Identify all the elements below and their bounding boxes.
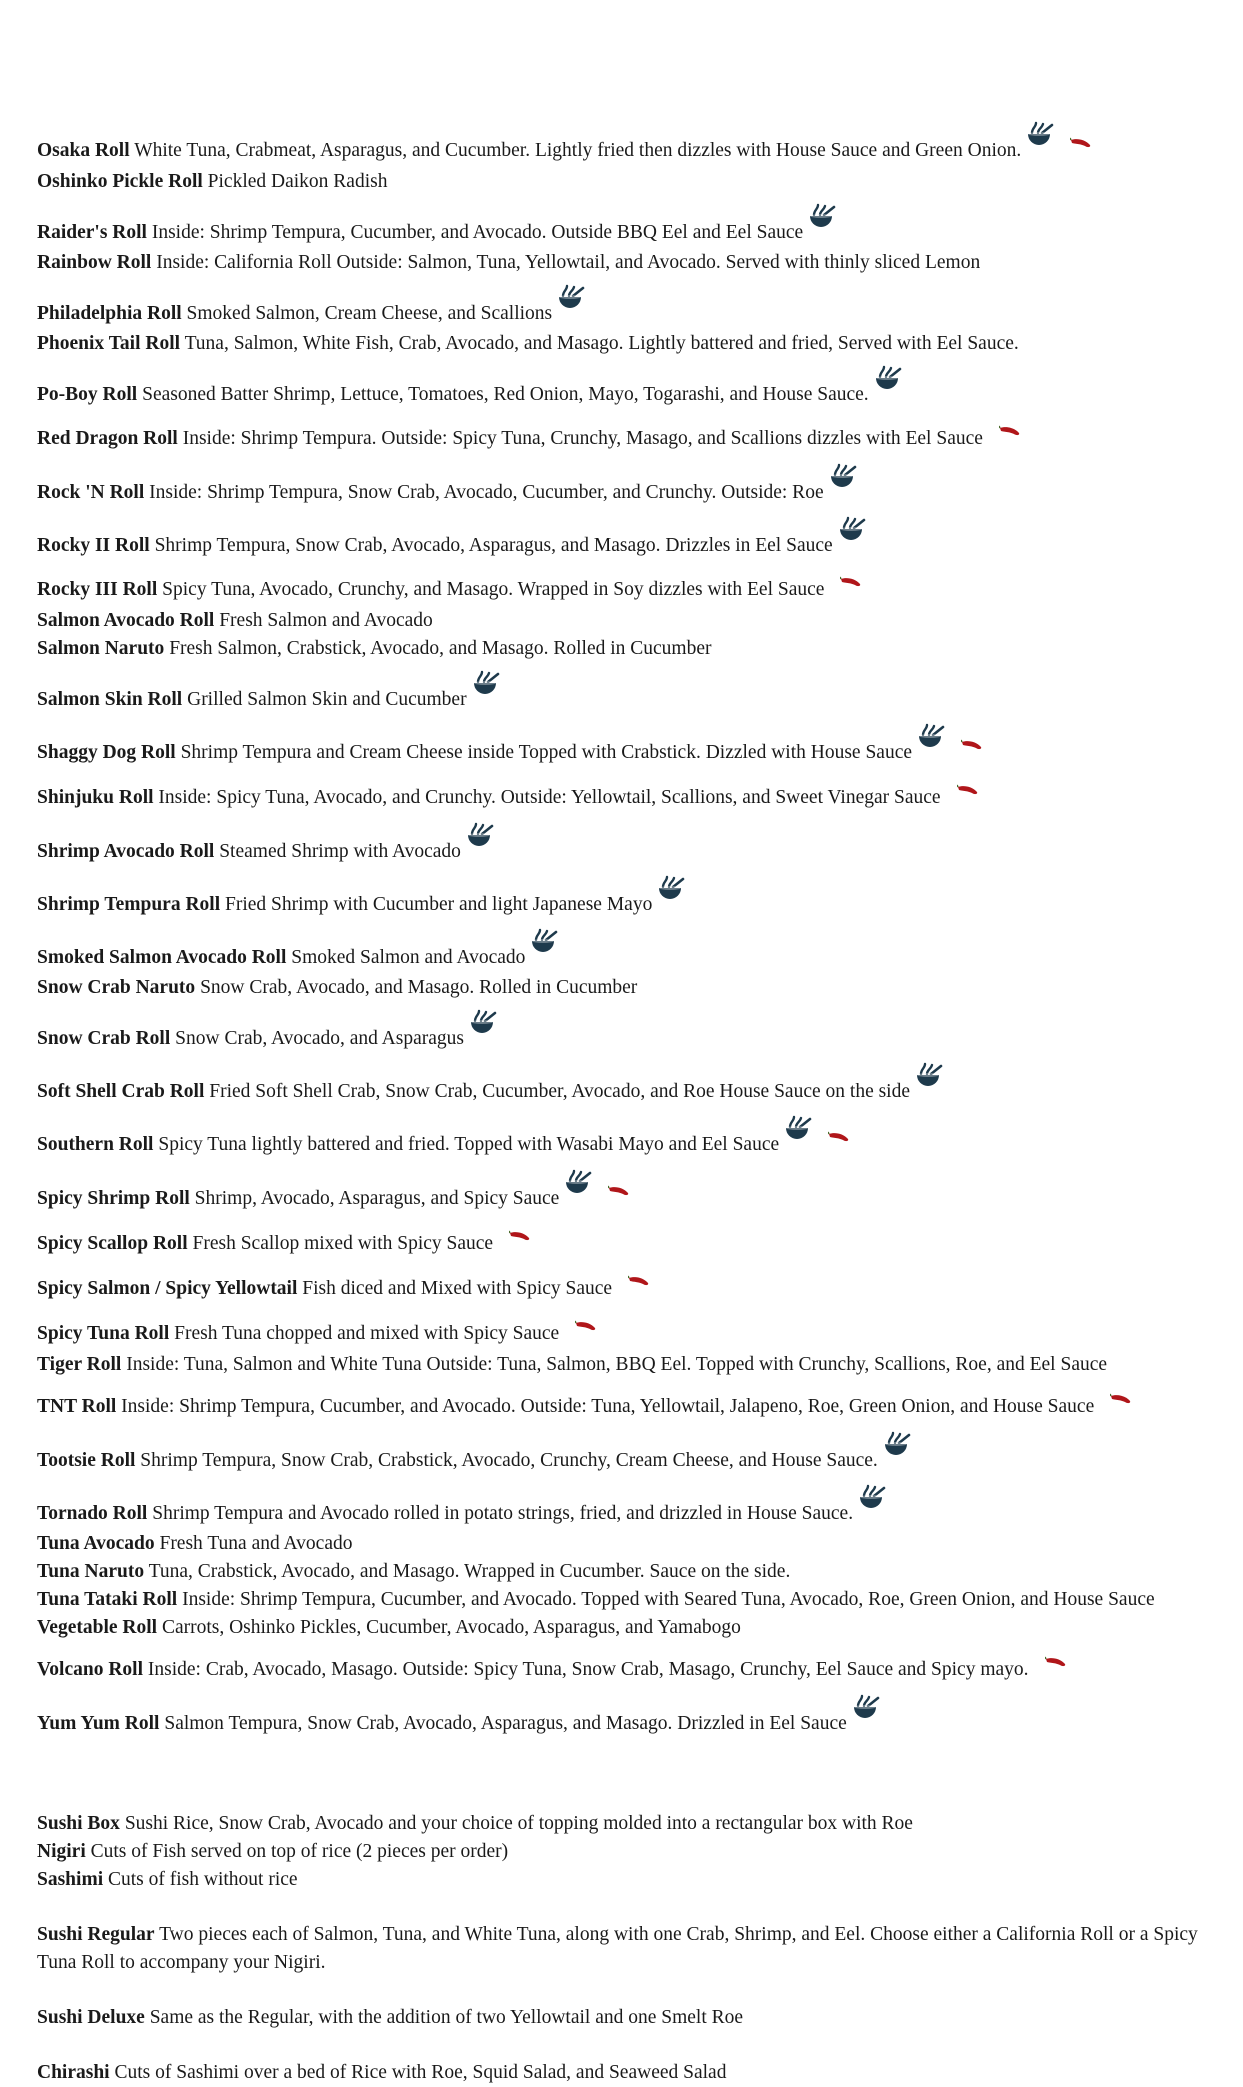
chili-pepper-icon xyxy=(1045,1649,1067,1677)
menu-item xyxy=(37,1656,1205,1687)
item-name: Osaka Roll xyxy=(37,140,130,161)
item-description: Shrimp, Avocado, Asparagus, and Spicy Sauce xyxy=(194,1188,560,1209)
item-description: Pickled Daikon Radish xyxy=(207,171,388,192)
item-name: Rock 'N Roll xyxy=(37,482,145,503)
item-description: Cuts of Fish served on top of rice (2 pieces per order) xyxy=(90,1841,509,1862)
menu-item xyxy=(37,576,1205,607)
item-description: Inside: Shrimp Tempura, Cucumber, and Avocado. Outside: Tuna, Yellowtail, Jalapeno, Roe, Green Onion, and House Sauce xyxy=(121,1396,1095,1417)
menu-item xyxy=(37,677,1205,716)
item-name: Snow Crab Roll xyxy=(37,1028,171,1049)
menu-item xyxy=(37,1016,1205,1055)
item-name: Shinjuku Roll xyxy=(37,787,154,808)
item-description: Spicy Tuna lightly battered and fried. Topped with Wasabi Mayo and Eel Sauce xyxy=(158,1134,780,1155)
menu-item xyxy=(37,635,1205,663)
item-name: Sashimi xyxy=(37,1869,104,1890)
chili-pepper-icon xyxy=(1070,130,1092,158)
cooked-steam-bowl-icon xyxy=(827,462,857,501)
menu-item xyxy=(37,1230,1205,1261)
chili-pepper-icon xyxy=(961,732,983,760)
item-description: Seasoned Batter Shrimp, Lettuce, Tomatoes, Red Onion, Mayo, Togarashi, and House Sauce. xyxy=(142,384,869,405)
item-name: Sushi Deluxe xyxy=(37,2007,145,2028)
item-name: Spicy Tuna Roll xyxy=(37,1323,170,1344)
item-name: Phoenix Tail Roll xyxy=(37,333,181,354)
item-name: Tuna Naruto xyxy=(37,1561,145,1582)
menu-item xyxy=(37,1069,1205,1108)
item-description: Fresh Salmon and Avocado xyxy=(219,610,433,631)
item-description: Inside: Shrimp Tempura, Cucumber, and Avocado. Outside BBQ Eel and Eel Sauce xyxy=(151,222,804,243)
item-name: Sushi Regular xyxy=(37,1924,155,1945)
item-description: Smoked Salmon and Avocado xyxy=(291,947,526,968)
menu-item xyxy=(37,1614,1205,1642)
item-description: Fresh Salmon, Crabstick, Avocado, and Masago. Rolled in Cucumber xyxy=(169,638,712,659)
item-description: Cuts of Sashimi over a bed of Rice with Roe, Squid Salad, and Seaweed Salad xyxy=(114,2062,727,2083)
menu-item xyxy=(37,1275,1205,1306)
menu-item xyxy=(37,974,1205,1002)
item-name: Tuna Tataki Roll xyxy=(37,1589,178,1610)
item-description: White Tuna, Crabmeat, Asparagus, and Cucumber. Lightly fried then dizzles with House Sauce and Green Onion. xyxy=(134,140,1022,161)
item-name: Chirashi xyxy=(37,2062,110,2083)
item-description: Inside: Shrimp Tempura, Snow Crab, Avocado, Cucumber, and Crunchy. Outside: Roe xyxy=(149,482,824,503)
item-name: Shaggy Dog Roll xyxy=(37,742,176,763)
item-name: Shrimp Tempura Roll xyxy=(37,894,221,915)
cooked-steam-bowl-icon xyxy=(850,1693,880,1732)
menu-item xyxy=(37,1921,1205,1977)
menu-item xyxy=(37,1810,1205,1838)
item-description: Inside: Crab, Avocado, Masago. Outside: Spicy Tuna, Snow Crab, Masago, Crunchy, Eel Sauce and Spicy mayo. xyxy=(147,1659,1029,1680)
item-description: Fresh Tuna and Avocado xyxy=(159,1533,353,1554)
item-description: Two pieces each of Salmon, Tuna, and White Tuna, along with one Crab, Shrimp, and Eel. Choose either a California Roll or a Spicy Tuna Roll to accompany your Nigiri. xyxy=(37,1924,1198,1973)
item-name: Yum Yum Roll xyxy=(37,1713,160,1734)
item-name: Tootsie Roll xyxy=(37,1450,136,1471)
menu-item xyxy=(37,1176,1205,1216)
item-name: Spicy Salmon / Spicy Yellowtail xyxy=(37,1278,298,1299)
item-description: Same as the Regular, with the addition of two Yellowtail and one Smelt Roe xyxy=(149,2007,744,2028)
chili-pepper-icon xyxy=(828,1124,850,1152)
item-description: Fresh Tuna chopped and mixed with Spicy Sauce xyxy=(174,1323,560,1344)
menu-item xyxy=(37,1701,1205,1740)
item-name: Rocky II Roll xyxy=(37,535,150,556)
chili-pepper-icon xyxy=(1110,1386,1132,1414)
item-description: Tuna, Salmon, White Fish, Crab, Avocado, and Masago. Lightly battered and fried, Served with Eel Sauce. xyxy=(184,333,1019,354)
cooked-steam-bowl-icon xyxy=(555,283,585,322)
cooked-steam-bowl-icon xyxy=(470,669,500,708)
item-description: Salmon Tempura, Snow Crab, Avocado, Asparagus, and Masago. Drizzled in Eel Sauce xyxy=(164,1713,847,1734)
item-name: Smoked Salmon Avocado Roll xyxy=(37,947,287,968)
menu-item xyxy=(37,523,1205,562)
cooked-steam-bowl-icon xyxy=(467,1008,497,1047)
item-description: Spicy Tuna, Avocado, Crunchy, and Masago. Wrapped in Soy dizzles with Eel Sauce xyxy=(162,579,825,600)
item-description: Tuna, Crabstick, Avocado, and Masago. Wrapped in Cucumber. Sauce on the side. xyxy=(148,1561,791,1582)
menu-item xyxy=(37,1558,1205,1586)
item-description: Inside: Shrimp Tempura, Cucumber, and Avocado. Topped with Seared Tuna, Avocado, Roe, Green Onion, and House Sauce xyxy=(182,1589,1155,1610)
item-description: Cuts of fish without rice xyxy=(107,1869,298,1890)
item-name: Salmon Avocado Roll xyxy=(37,610,215,631)
cooked-steam-bowl-icon xyxy=(881,1430,911,1469)
item-name: Po-Boy Roll xyxy=(37,384,138,405)
menu-item xyxy=(37,1586,1205,1614)
menu-item xyxy=(37,330,1205,358)
item-description: Fried Shrimp with Cucumber and light Japanese Mayo xyxy=(225,894,653,915)
item-name: Tornado Roll xyxy=(37,1503,148,1524)
menu-item xyxy=(37,1530,1205,1558)
cooked-steam-bowl-icon xyxy=(806,202,836,241)
item-name: Snow Crab Naruto xyxy=(37,977,196,998)
cooked-steam-bowl-icon xyxy=(782,1114,812,1153)
chili-pepper-icon xyxy=(628,1268,650,1296)
item-name: Rocky III Roll xyxy=(37,579,158,600)
item-name: Salmon Naruto xyxy=(37,638,165,659)
cooked-steam-bowl-icon xyxy=(872,364,902,403)
cooked-steam-bowl-icon xyxy=(528,927,558,966)
chili-pepper-icon xyxy=(575,1313,597,1341)
item-description: Steamed Shrimp with Avocado xyxy=(219,841,461,862)
item-name: Shrimp Avocado Roll xyxy=(37,841,215,862)
item-description: Inside: California Roll Outside: Salmon, Tuna, Yellowtail, and Avocado. Served with thinly sliced Lemon xyxy=(156,252,981,273)
item-description: Snow Crab, Avocado, and Masago. Rolled in Cucumber xyxy=(200,977,638,998)
menu-item xyxy=(37,372,1205,411)
item-name: Tuna Avocado xyxy=(37,1533,155,1554)
item-name: Nigiri xyxy=(37,1841,86,1862)
menu-item xyxy=(37,784,1205,815)
cooked-steam-bowl-icon xyxy=(836,515,866,554)
item-description: Shrimp Tempura and Cream Cheese inside Topped with Crabstick. Dizzled with House Sauce xyxy=(180,742,913,763)
menu-item xyxy=(37,935,1205,974)
item-description: Shrimp Tempura, Snow Crab, Avocado, Asparagus, and Masago. Drizzles in Eel Sauce xyxy=(154,535,833,556)
cooked-steam-bowl-icon xyxy=(1024,120,1054,159)
item-description: Inside: Spicy Tuna, Avocado, and Crunchy. Outside: Yellowtail, Scallions, and Sweet Vinegar Sauce xyxy=(158,787,941,808)
item-description: Shrimp Tempura and Avocado rolled in potato strings, fried, and drizzled in House Sauce. xyxy=(152,1503,854,1524)
menu-item xyxy=(37,1866,1205,1894)
chili-pepper-icon xyxy=(957,777,979,805)
item-description: Inside: Shrimp Tempura. Outside: Spicy Tuna, Crunchy, Masago, and Scallions dizzles with Eel Sauce xyxy=(182,428,983,449)
item-name: Vegetable Roll xyxy=(37,1617,158,1638)
item-name: Raider's Roll xyxy=(37,222,147,243)
item-description: Fresh Scallop mixed with Spicy Sauce xyxy=(192,1233,494,1254)
item-description: Sushi Rice, Snow Crab, Avocado and your choice of topping molded into a rectangular box with Roe xyxy=(124,1813,913,1834)
menu-item xyxy=(37,1320,1205,1351)
item-name: Southern Roll xyxy=(37,1134,154,1155)
menu-item xyxy=(37,2059,1205,2087)
item-description: Inside: Tuna, Salmon and White Tuna Outside: Tuna, Salmon, BBQ Eel. Topped with Crunchy, Scallions, Roe, and Eel Sauce xyxy=(126,1354,1108,1375)
item-name: TNT Roll xyxy=(37,1396,117,1417)
item-description: Smoked Salmon, Cream Cheese, and Scallions xyxy=(186,303,553,324)
menu-item xyxy=(37,1838,1205,1866)
menu-item xyxy=(37,1122,1205,1162)
cooked-steam-bowl-icon xyxy=(464,821,494,860)
item-description: Carrots, Oshinko Pickles, Cucumber, Avocado, Asparagus, and Yamabogo xyxy=(161,1617,741,1638)
menu-item xyxy=(37,829,1205,868)
item-name: Spicy Scallop Roll xyxy=(37,1233,188,1254)
chili-pepper-icon xyxy=(999,418,1021,446)
item-name: Soft Shell Crab Roll xyxy=(37,1081,205,1102)
menu-item xyxy=(37,1393,1205,1424)
menu-item xyxy=(37,1491,1205,1530)
menu-item xyxy=(37,882,1205,921)
item-name: Salmon Skin Roll xyxy=(37,689,183,710)
menu-item xyxy=(37,730,1205,770)
menu-item xyxy=(37,470,1205,509)
item-description: Fried Soft Shell Crab, Snow Crab, Cucumber, Avocado, and Roe House Sauce on the side xyxy=(209,1081,911,1102)
chili-pepper-icon xyxy=(509,1223,531,1251)
item-name: Philadelphia Roll xyxy=(37,303,182,324)
chili-pepper-icon xyxy=(840,569,862,597)
item-description: Shrimp Tempura, Snow Crab, Crabstick, Avocado, Crunchy, Cream Cheese, and House Sauce. xyxy=(140,1450,878,1471)
menu-item xyxy=(37,128,1205,168)
item-description: Fish diced and Mixed with Spicy Sauce xyxy=(302,1278,613,1299)
menu-list xyxy=(37,128,1205,2087)
cooked-steam-bowl-icon xyxy=(913,1061,943,1100)
menu-item xyxy=(37,1351,1205,1379)
cooked-steam-bowl-icon xyxy=(562,1168,592,1207)
item-name: Oshinko Pickle Roll xyxy=(37,171,203,192)
item-name: Volcano Roll xyxy=(37,1659,144,1680)
item-name: Spicy Shrimp Roll xyxy=(37,1188,190,1209)
item-name: Red Dragon Roll xyxy=(37,428,178,449)
menu-item xyxy=(37,291,1205,330)
item-description: Grilled Salmon Skin and Cucumber xyxy=(187,689,467,710)
item-description: Snow Crab, Avocado, and Asparagus xyxy=(175,1028,464,1049)
item-name: Tiger Roll xyxy=(37,1354,122,1375)
cooked-steam-bowl-icon xyxy=(655,874,685,913)
menu-item xyxy=(37,1438,1205,1477)
menu-item xyxy=(37,2004,1205,2032)
cooked-steam-bowl-icon xyxy=(915,722,945,761)
menu-item xyxy=(37,425,1205,456)
chili-pepper-icon xyxy=(608,1178,630,1206)
item-name: Sushi Box xyxy=(37,1813,120,1834)
cooked-steam-bowl-icon xyxy=(856,1483,886,1522)
menu-item xyxy=(37,168,1205,196)
menu-item xyxy=(37,607,1205,635)
menu-item xyxy=(37,210,1205,249)
menu-item xyxy=(37,249,1205,277)
item-name: Rainbow Roll xyxy=(37,252,152,273)
